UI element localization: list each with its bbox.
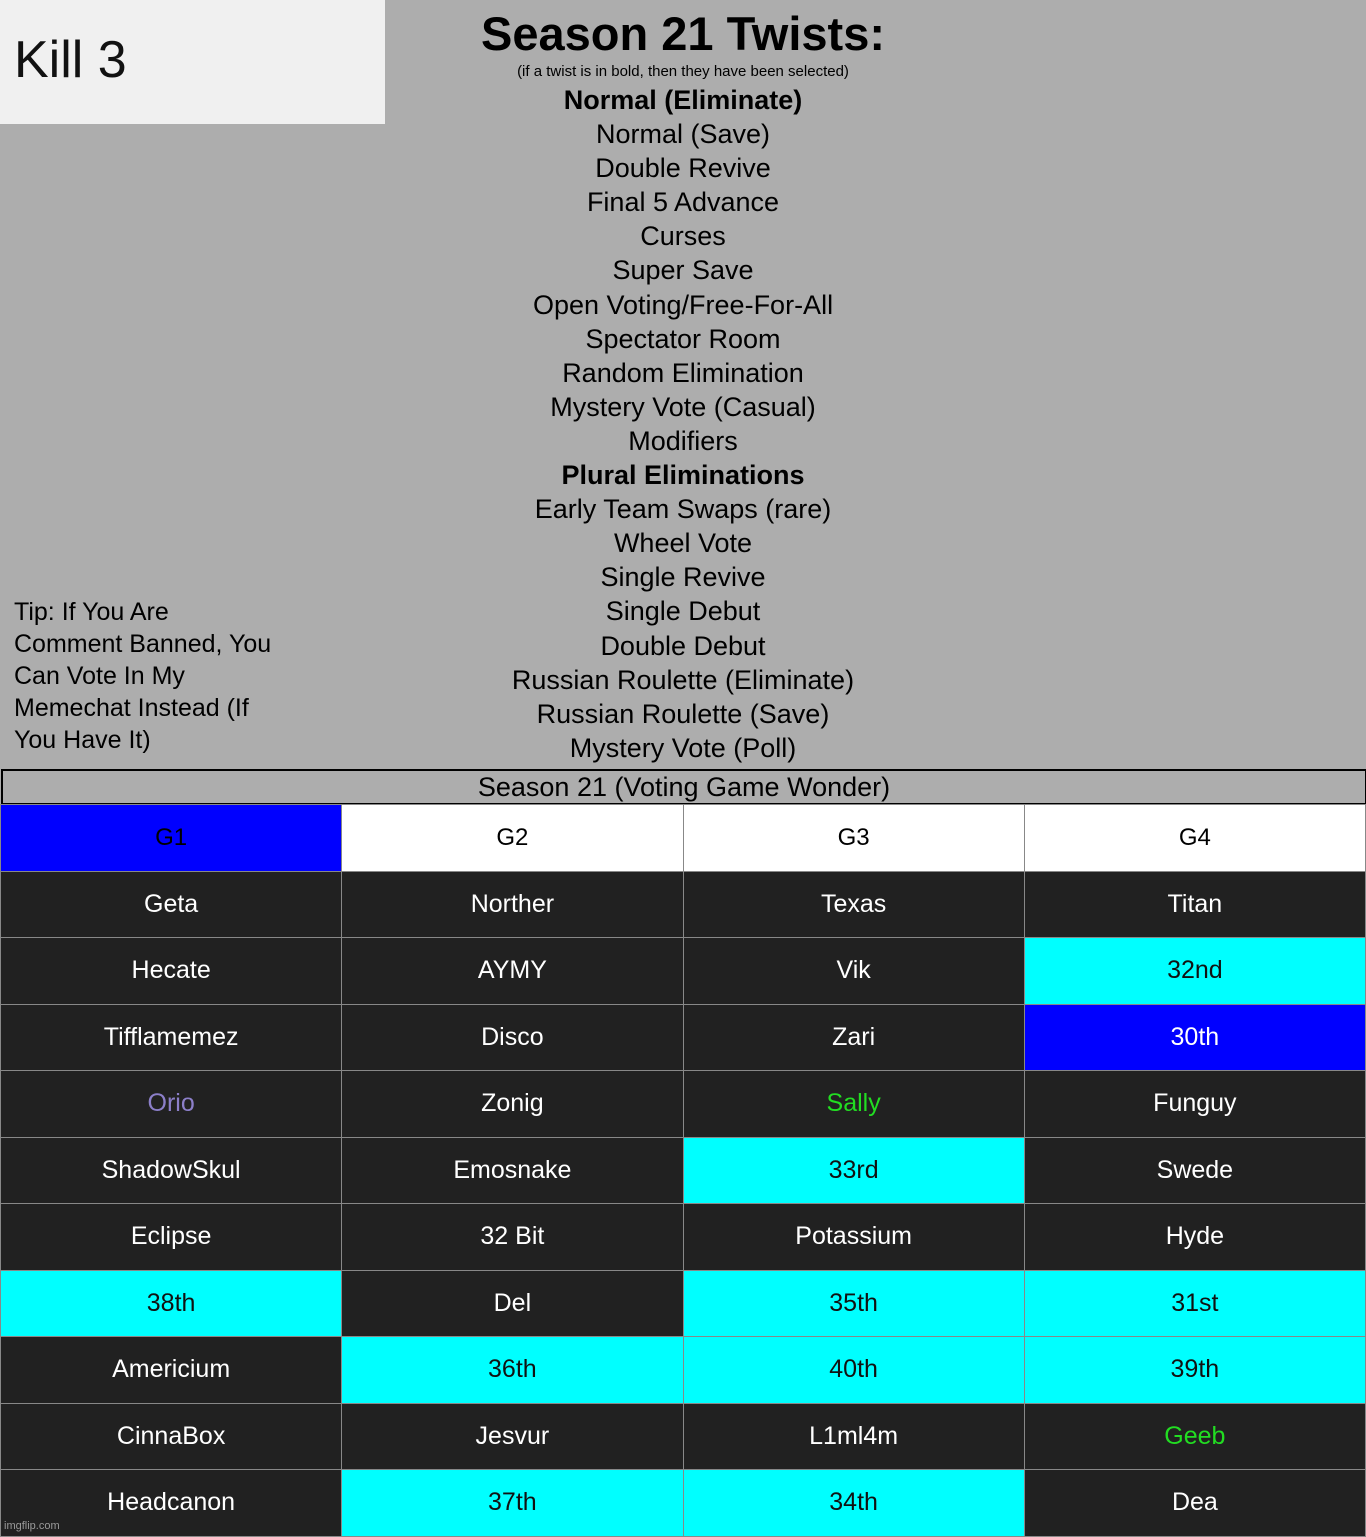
twist-item: Double Revive <box>595 153 771 184</box>
contestant-cell: Disco <box>342 1004 683 1071</box>
table-row <box>1 1204 1366 1271</box>
contestant-cell: CinnaBox <box>1 1403 342 1470</box>
placement-cell: 33rd <box>683 1137 1024 1204</box>
group-header-g1: G1 <box>1 805 342 872</box>
placement-cell: 38th <box>1 1270 342 1337</box>
table-row <box>1 1470 1366 1537</box>
kill-counter-label: Kill 3 <box>14 31 127 89</box>
placement-cell: 31st <box>1024 1270 1365 1337</box>
group-header-g4: G4 <box>1024 805 1365 872</box>
placement-cell: 32nd <box>1024 938 1365 1005</box>
page-subtitle: (if a twist is in bold, then they have been selected) <box>517 63 849 80</box>
group-header-g2: G2 <box>342 805 683 872</box>
twist-item: Double Debut <box>600 630 766 661</box>
contestant-cell: Funguy <box>1024 1071 1365 1138</box>
twist-item: Final 5 Advance <box>586 187 780 218</box>
placement-cell: 35th <box>683 1270 1024 1337</box>
contestant-cell: Tifflamemez <box>1 1004 342 1071</box>
page-title: Season 21 Twists: <box>481 7 885 60</box>
table-row <box>1 1270 1366 1337</box>
contestant-cell: Geta <box>1 871 342 938</box>
contestant-cell: Texas <box>683 871 1024 938</box>
twist-item: Russian Roulette (Eliminate) <box>511 664 855 695</box>
table-row <box>1 1403 1366 1470</box>
twist-item: Normal (Save) <box>595 119 771 150</box>
table-row <box>1 938 1366 1005</box>
placement-cell: 34th <box>683 1470 1024 1537</box>
placement-cell: 37th <box>342 1470 683 1537</box>
twist-item: Single Revive <box>600 562 766 593</box>
contestant-cell: Del <box>342 1270 683 1337</box>
contestant-cell: Dea <box>1024 1470 1365 1537</box>
twist-item: Early Team Swaps (rare) <box>534 494 832 525</box>
twist-item: Mystery Vote (Casual) <box>550 391 816 422</box>
tip-text: Tip: If You Are Comment Banned, You Can Vote In My Memechat Instead (If You Have It) <box>14 598 272 754</box>
contestant-table <box>0 804 1366 1537</box>
table-row <box>1 1071 1366 1138</box>
contestant-cell: ShadowSkul <box>1 1137 342 1204</box>
twist-item: Normal (Eliminate) <box>563 85 803 115</box>
contestant-cell: L1ml4m <box>683 1403 1024 1470</box>
twist-item: Curses <box>640 221 726 252</box>
contestant-cell: Americium <box>1 1337 342 1404</box>
contestant-cell: Orio <box>1 1071 342 1138</box>
twist-item: Wheel Vote <box>613 528 753 559</box>
contestant-cell: Hecate <box>1 938 342 1005</box>
twist-item: Random Elimination <box>562 357 804 388</box>
placement-cell: 39th <box>1024 1337 1365 1404</box>
contestant-cell: Sally <box>683 1071 1024 1138</box>
group-header-g3: G3 <box>683 805 1024 872</box>
table-row <box>1 1004 1366 1071</box>
twist-item: Russian Roulette (Save) <box>536 698 830 729</box>
placement-cell: 36th <box>342 1337 683 1404</box>
table-row <box>1 1337 1366 1404</box>
contestant-cell: Norther <box>342 871 683 938</box>
contestant-cell: Eclipse <box>1 1204 342 1271</box>
placement-cell: 40th <box>683 1337 1024 1404</box>
twist-item: Plural Eliminations <box>561 460 805 491</box>
twist-item: Open Voting/Free-For-All <box>532 289 834 320</box>
contestant-cell: Swede <box>1024 1137 1365 1204</box>
contestant-cell: Zari <box>683 1004 1024 1071</box>
contestant-cell: Headcanon <box>1 1470 342 1537</box>
contestant-cell: Emosnake <box>342 1137 683 1204</box>
contestant-cell: Vik <box>683 938 1024 1005</box>
contestant-cell: Zonig <box>342 1071 683 1138</box>
contestant-cell: Geeb <box>1024 1403 1365 1470</box>
contestant-cell: Titan <box>1024 871 1365 938</box>
group-header-row <box>1 805 1366 872</box>
twist-item: Spectator Room <box>585 323 781 354</box>
twist-item: Super Save <box>612 255 754 286</box>
placement-cell: 30th <box>1024 1004 1365 1071</box>
contestant-cell: 32 Bit <box>342 1204 683 1271</box>
twist-item: Mystery Vote (Poll) <box>569 732 797 763</box>
twist-item: Modifiers <box>628 425 738 456</box>
contestant-cell: AYMY <box>342 938 683 1005</box>
table-row <box>1 871 1366 938</box>
contestant-cell: Potassium <box>683 1204 1024 1271</box>
watermark: imgflip.com <box>4 1520 60 1532</box>
contestant-cell: Jesvur <box>342 1403 683 1470</box>
twist-item: Single Debut <box>605 596 761 627</box>
season-label: Season 21 (Voting Game Wonder) <box>1 769 1366 805</box>
table-row <box>1 1137 1366 1204</box>
contestant-cell: Hyde <box>1024 1204 1365 1271</box>
